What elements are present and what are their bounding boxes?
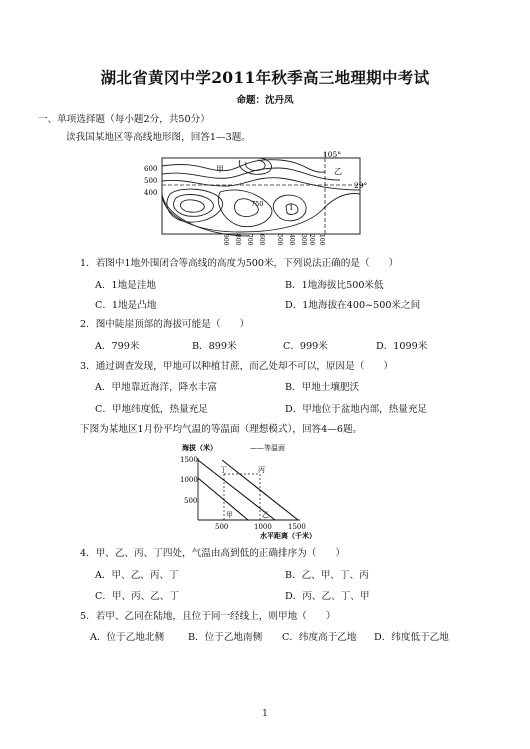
map-latitude-label: 29° bbox=[354, 181, 368, 190]
svg-text:100: 100 bbox=[318, 234, 325, 246]
svg-text:1500: 1500 bbox=[180, 456, 198, 464]
question-5-option-c: C．纬度高于乙地 bbox=[282, 632, 357, 643]
svg-text:800: 800 bbox=[234, 234, 241, 246]
question-4-stem: 4．甲、乙、丙、丁四处，气温由高到低的正确排序为（ ） bbox=[80, 548, 346, 559]
map-y-label: 600 bbox=[144, 165, 158, 173]
isotherm-line bbox=[198, 478, 248, 520]
svg-text:400: 400 bbox=[288, 234, 295, 246]
question-4-option-d: D．丙、乙、丁、甲 bbox=[285, 591, 370, 602]
chart-point-ding: 丁 bbox=[220, 466, 227, 474]
question-4-option-c: C．甲、丙、乙、丁 bbox=[95, 591, 180, 602]
question-4-option-a: A．甲、乙、丙、丁 bbox=[95, 570, 179, 581]
map-place-jia: 甲 bbox=[216, 165, 224, 174]
svg-text:900: 900 bbox=[222, 234, 229, 246]
chart-y-ticks bbox=[180, 456, 198, 505]
isotherm-chart bbox=[150, 440, 350, 540]
question-3-option-a: A．甲地靠近海洋，降水丰富 bbox=[95, 382, 218, 393]
svg-text:1000: 1000 bbox=[254, 523, 272, 531]
chart-ylabel: 海拔（米） bbox=[182, 443, 217, 452]
section-heading: 一、单项选择题（每小题2分，共50分） bbox=[38, 114, 210, 125]
map-place-yi: 乙 bbox=[334, 167, 342, 176]
svg-text:500: 500 bbox=[276, 234, 283, 246]
map-longitude-label: 105° bbox=[323, 150, 342, 159]
svg-text:700: 700 bbox=[246, 234, 253, 246]
chart-legend: ——等温面 bbox=[250, 444, 285, 452]
question-3-option-d: D．甲地位于盆地内部，热量充足 bbox=[285, 404, 428, 415]
question-3-option-c: C．甲地纬度低，热量充足 bbox=[95, 404, 208, 415]
question-5-option-a: A．位于乙地北侧 bbox=[90, 632, 165, 643]
intro-q1-3: 读我国某地区等高线地形图，回答1—3题。 bbox=[66, 132, 251, 143]
question-1-option-d: D．1地海拔在400~500米之间 bbox=[285, 300, 421, 311]
question-2-option-d: D．1099米 bbox=[376, 341, 428, 352]
map-bottom-labels bbox=[222, 234, 325, 246]
chart-point-yi: 乙 bbox=[262, 511, 269, 519]
map-contour-750: 750 bbox=[251, 200, 264, 208]
question-4-option-b: B．乙、甲、丁、丙 bbox=[285, 570, 369, 581]
question-3-stem: 3．通过调查发现，甲地可以种植甘蔗，而乙处却不可以，原因是（ ） bbox=[80, 361, 394, 372]
intro-q4-6: 下图为某地区1月份平均气温的等温面（理想模式），回答4—6题。 bbox=[80, 424, 363, 435]
exam-author: 命题：沈丹凤 bbox=[236, 95, 294, 106]
chart-point-bing: 丙 bbox=[258, 466, 265, 474]
svg-text:600: 600 bbox=[258, 234, 265, 246]
question-2-stem: 2．图中陡崖顶部的海拔可能是（ ） bbox=[80, 319, 250, 330]
page-number: 1 bbox=[262, 709, 268, 719]
map-point-one: 1 bbox=[289, 204, 294, 212]
question-2-option-a: A．799米 bbox=[95, 341, 140, 352]
question-3-option-b: B．甲地土壤肥沃 bbox=[285, 382, 360, 393]
svg-text:1000: 1000 bbox=[180, 476, 198, 484]
chart-xlabel: 水平距离（千米） bbox=[260, 531, 316, 540]
svg-text:500: 500 bbox=[215, 523, 229, 531]
svg-text:1500: 1500 bbox=[288, 523, 306, 531]
question-5-stem: 5．若甲、乙同在陆地，且位于同一经线上，则甲地（ ） bbox=[80, 611, 336, 622]
exam-title: 湖北省黄冈中学2011年秋季高三地理期中考试 bbox=[100, 68, 430, 87]
question-1-option-c: C．1地是凸地 bbox=[95, 300, 157, 311]
svg-text:200: 200 bbox=[308, 234, 315, 246]
contour-map bbox=[140, 150, 372, 252]
question-2-option-c: C．999米 bbox=[283, 341, 328, 352]
contour-lines bbox=[162, 158, 360, 236]
question-2-option-b: B．899米 bbox=[192, 341, 237, 352]
question-1-stem: 1．若图中1地外围闭合等高线的高度为500米，下列说法正确的是（ ） bbox=[80, 258, 399, 269]
question-1-option-a: A．1地是洼地 bbox=[95, 280, 157, 291]
chart-point-jia: 甲 bbox=[226, 511, 233, 519]
question-1-option-b: B．1地海拔比500米低 bbox=[285, 280, 384, 291]
map-y-label: 400 bbox=[144, 189, 158, 197]
question-5-option-b: B．位于乙地南侧 bbox=[188, 632, 263, 643]
svg-text:500: 500 bbox=[184, 497, 198, 505]
chart-x-ticks bbox=[215, 523, 306, 531]
question-5-option-d: D．纬度低于乙地 bbox=[374, 632, 449, 643]
svg-text:300: 300 bbox=[300, 234, 307, 246]
map-y-label: 500 bbox=[144, 177, 158, 185]
